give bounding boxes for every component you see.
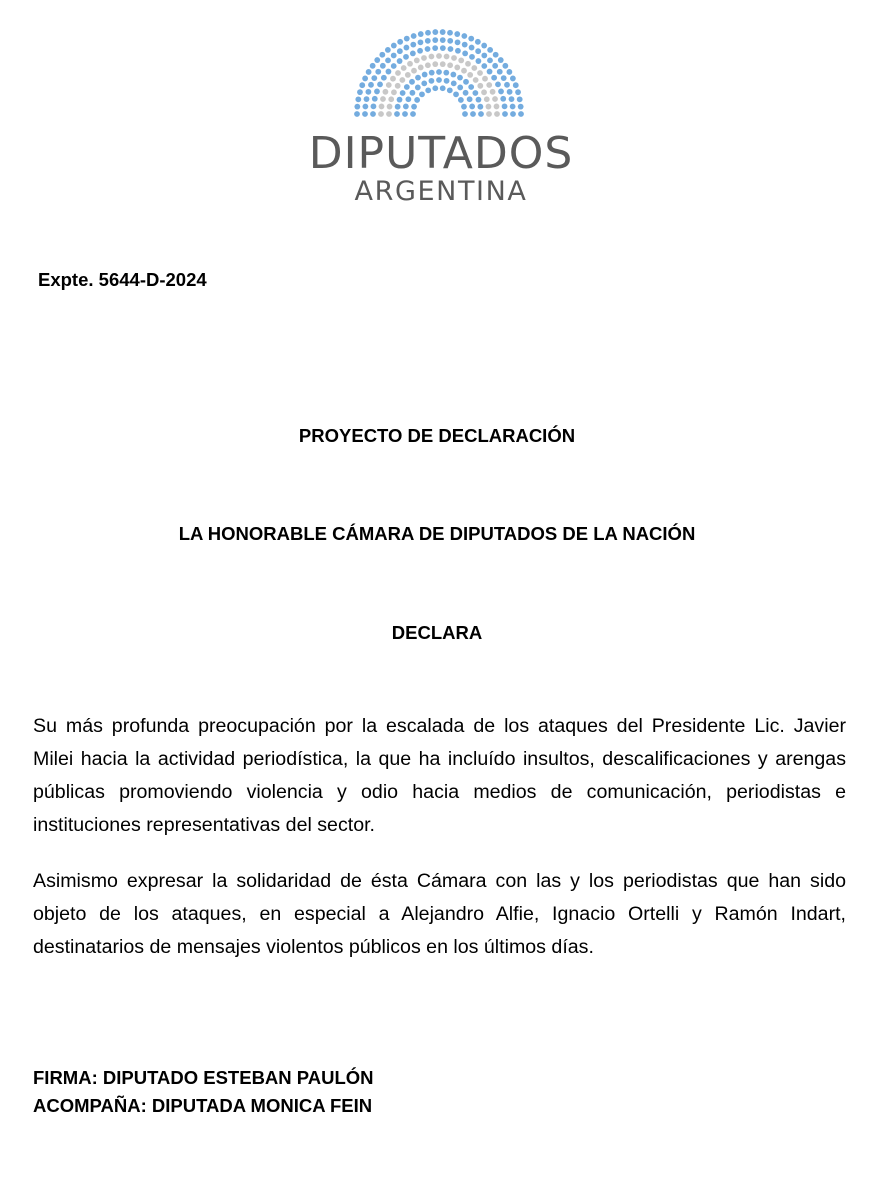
seat-dot	[390, 76, 396, 82]
seat-dot	[510, 76, 516, 82]
seat-dot	[490, 89, 496, 95]
seat-dot	[410, 111, 416, 117]
seat-dot	[481, 63, 487, 69]
hemicycle-logo-icon	[0, 0, 874, 130]
seat-dot	[457, 75, 463, 81]
seat-dot	[455, 48, 461, 54]
seat-dot	[486, 111, 492, 117]
seat-dot	[418, 31, 424, 37]
seat-dot	[487, 69, 493, 75]
seat-dot	[400, 90, 406, 96]
diputados-logo	[0, 0, 874, 230]
seat-dot	[510, 111, 516, 117]
seat-dot	[472, 90, 478, 96]
seat-dot	[402, 111, 408, 117]
seat-dot	[375, 69, 381, 75]
seat-dot	[425, 30, 431, 36]
seat-dot	[492, 96, 498, 102]
seat-dot	[457, 85, 463, 91]
seat-dot	[471, 65, 477, 71]
seat-dot	[477, 70, 483, 76]
seat-dot	[451, 55, 457, 61]
seat-dot	[410, 42, 416, 48]
seat-dot	[385, 47, 391, 53]
seat-dot	[497, 69, 503, 75]
seat-dot	[374, 57, 380, 63]
seat-dot	[475, 39, 481, 45]
seat-dot	[387, 104, 393, 110]
seat-dot	[469, 54, 475, 60]
co-signer-line: ACOMPAÑA: DIPUTADA MONICA FEIN	[33, 1095, 373, 1116]
seat-dot	[477, 104, 483, 110]
seat-dot	[374, 89, 380, 95]
seat-dot	[391, 89, 397, 95]
seat-dot	[425, 62, 431, 68]
seat-dot	[502, 103, 508, 109]
seat-dot	[429, 54, 435, 60]
seat-dot	[467, 72, 473, 78]
seat-dot	[425, 38, 431, 44]
seat-dot	[440, 37, 446, 43]
document-type-heading: PROYECTO DE DECLARACIÓN	[298, 425, 576, 446]
seat-dot	[414, 97, 420, 103]
seat-dot	[381, 75, 387, 81]
seat-dot	[462, 51, 468, 57]
seat-dot	[461, 33, 467, 39]
seat-dot	[383, 89, 389, 95]
seat-dot	[365, 89, 371, 95]
seat-dot	[450, 72, 456, 78]
seat-dot	[494, 104, 500, 110]
seat-dot	[436, 53, 442, 59]
seat-dot	[371, 75, 377, 81]
seat-dot	[455, 39, 461, 45]
seat-dot	[411, 104, 417, 110]
seat-dot	[377, 81, 383, 87]
seat-dot	[425, 46, 431, 52]
seat-dot	[368, 82, 374, 88]
declara-heading: DECLARA	[391, 622, 483, 643]
seat-dot	[447, 62, 453, 68]
seat-dot	[486, 104, 492, 110]
seat-dot	[465, 61, 471, 67]
seat-dot	[482, 76, 488, 82]
seat-dot	[448, 46, 454, 52]
seat-dot	[403, 104, 409, 110]
seat-dot	[443, 70, 449, 76]
seat-dot	[484, 96, 490, 102]
seat-dot	[391, 63, 397, 69]
seat-dot	[487, 47, 493, 53]
seat-dot	[366, 69, 372, 75]
logo-title: DIPUTADOS	[308, 128, 574, 179]
seat-dot	[454, 31, 460, 37]
seat-dot	[394, 111, 400, 117]
seat-dot	[494, 111, 500, 117]
seat-dot	[461, 68, 467, 74]
seat-dot	[507, 89, 513, 95]
seat-dot	[432, 61, 438, 67]
seat-dot	[440, 85, 446, 91]
seat-dot	[517, 96, 523, 102]
seat-dot	[475, 48, 481, 54]
seat-dot	[405, 72, 411, 78]
seat-dot	[444, 78, 450, 84]
seat-dot	[498, 89, 504, 95]
seat-dot	[359, 82, 365, 88]
seat-dot	[364, 96, 370, 102]
seat-dot	[468, 84, 474, 90]
seat-dot	[380, 96, 386, 102]
seat-dot	[379, 104, 385, 110]
seat-dot	[407, 61, 413, 67]
seat-dot	[454, 65, 460, 71]
seat-dot	[491, 75, 497, 81]
seat-dot	[493, 52, 499, 58]
seat-dot	[502, 111, 508, 117]
seat-dot	[397, 39, 403, 45]
seat-dot	[481, 53, 487, 59]
seat-dot	[468, 36, 474, 42]
seat-dot	[355, 96, 361, 102]
seat-dot	[397, 48, 403, 54]
seat-dot	[362, 76, 368, 82]
seat-dot	[440, 29, 446, 35]
seat-dot	[362, 111, 368, 117]
expediente-number: Expte. 5644-D-2024	[38, 269, 207, 290]
seat-dot	[395, 70, 401, 76]
chamber-heading: LA HONORABLE CÁMARA DE DIPUTADOS DE LA NACIÓN	[178, 523, 696, 544]
seat-dot	[481, 89, 487, 95]
seat-dot	[504, 82, 510, 88]
seat-dot	[371, 103, 377, 109]
seat-dot	[404, 84, 410, 90]
seat-dot	[463, 79, 469, 85]
seat-dot	[447, 38, 453, 44]
signature-line: FIRMA: DIPUTADO ESTEBAN PAULÓN	[33, 1067, 374, 1088]
seat-dot	[506, 69, 512, 75]
seat-dot	[461, 104, 467, 110]
seat-dot	[458, 97, 464, 103]
seat-dot	[429, 78, 435, 84]
seat-dot	[432, 29, 438, 35]
seat-dot	[425, 87, 431, 93]
seat-dot	[495, 81, 501, 87]
seat-dot	[386, 82, 392, 88]
seat-dot	[391, 43, 397, 49]
seat-dot	[487, 57, 493, 63]
seat-dot	[418, 39, 424, 45]
seat-dot	[432, 45, 438, 51]
seat-dot	[417, 48, 423, 54]
seat-dot	[476, 58, 482, 64]
seat-dot	[469, 45, 475, 51]
seat-dot	[410, 51, 416, 57]
seat-dot	[500, 96, 506, 102]
seat-dot	[404, 45, 410, 51]
declaration-paragraph-2: Asimismo expresar la solidaridad de ésta Cámara con las y los periodistas que han sido objeto de los ataques, en especial a Alejandro Alfie, Ignacio Ortelli y Ramón Indart, destinatarios de mensajes violentos públicos en los últimos días.	[33, 870, 846, 958]
seat-dot	[518, 104, 524, 110]
seat-dot	[440, 61, 446, 67]
declaration-paragraph-1: Su más profunda preocupación por la escalada de los ataques del Presidente Lic. Javier Milei hacia la actividad periodística, la que ha incluído insultos, descalificaciones y arengas públicas promoviendo violencia y odio hacia medios de comunicación, periodistas e instituciones representativas del sector.	[33, 715, 846, 836]
seat-dot	[395, 83, 401, 89]
seat-dot	[395, 104, 401, 110]
seat-dot	[518, 111, 524, 117]
seat-dot	[357, 89, 363, 95]
seat-dot	[432, 37, 438, 43]
seat-dot	[432, 85, 438, 91]
seat-dot	[498, 57, 504, 63]
seat-dot	[469, 104, 475, 110]
seat-dot	[509, 96, 515, 102]
seat-dot	[372, 96, 378, 102]
seat-dot	[447, 87, 453, 93]
seat-dot	[397, 97, 403, 103]
seat-dot	[391, 53, 397, 59]
seat-dot	[447, 30, 453, 36]
seat-dot	[414, 58, 420, 64]
seat-dot	[476, 97, 482, 103]
seat-dot	[444, 54, 450, 60]
seat-dot	[404, 36, 410, 42]
seat-dot	[379, 52, 385, 58]
seat-dot	[486, 82, 492, 88]
seat-dot	[409, 79, 415, 85]
seat-dot	[502, 63, 508, 69]
seat-dot	[401, 65, 407, 71]
seat-dot	[477, 83, 483, 89]
seat-dot	[354, 111, 360, 117]
seat-dot	[388, 96, 394, 102]
seat-dot	[458, 58, 464, 64]
seat-dot	[440, 45, 446, 51]
seat-dot	[378, 111, 384, 117]
seat-dot	[411, 33, 417, 39]
seat-dot	[470, 111, 476, 117]
seat-dot	[492, 63, 498, 69]
seat-dot	[515, 89, 521, 95]
seat-dot	[362, 104, 368, 110]
seat-dot	[415, 85, 421, 91]
seat-dot	[451, 80, 457, 86]
seat-dot	[467, 96, 473, 102]
seat-dot	[481, 43, 487, 49]
seat-dot	[501, 75, 507, 81]
seat-dot	[354, 104, 360, 110]
seat-dot	[419, 91, 425, 97]
seat-dot	[380, 63, 386, 69]
seat-dot	[421, 55, 427, 61]
seat-dot	[385, 57, 391, 63]
seat-dot	[463, 90, 469, 96]
seat-dot	[436, 69, 442, 75]
seat-dot	[399, 77, 405, 83]
seat-dot	[478, 111, 484, 117]
seat-dot	[462, 42, 468, 48]
seat-dot	[386, 111, 392, 117]
seat-dot	[473, 77, 479, 83]
seat-dot	[370, 63, 376, 69]
seat-dot	[370, 111, 376, 117]
seat-dot	[422, 72, 428, 78]
seat-dot	[418, 65, 424, 71]
seat-dot	[410, 90, 416, 96]
seat-dot	[462, 111, 468, 117]
seat-dot	[386, 69, 392, 75]
seat-dot	[411, 68, 417, 74]
seat-dot	[436, 77, 442, 83]
seat-dot	[453, 91, 459, 97]
seat-dot	[429, 70, 435, 76]
seat-dot	[397, 58, 403, 64]
seat-dot	[403, 54, 409, 60]
seat-dot	[415, 75, 421, 81]
seat-dot	[510, 104, 516, 110]
seat-dot	[513, 82, 519, 88]
seat-dot	[405, 96, 411, 102]
logo-subtitle: ARGENTINA	[354, 176, 528, 207]
seat-dot	[421, 80, 427, 86]
